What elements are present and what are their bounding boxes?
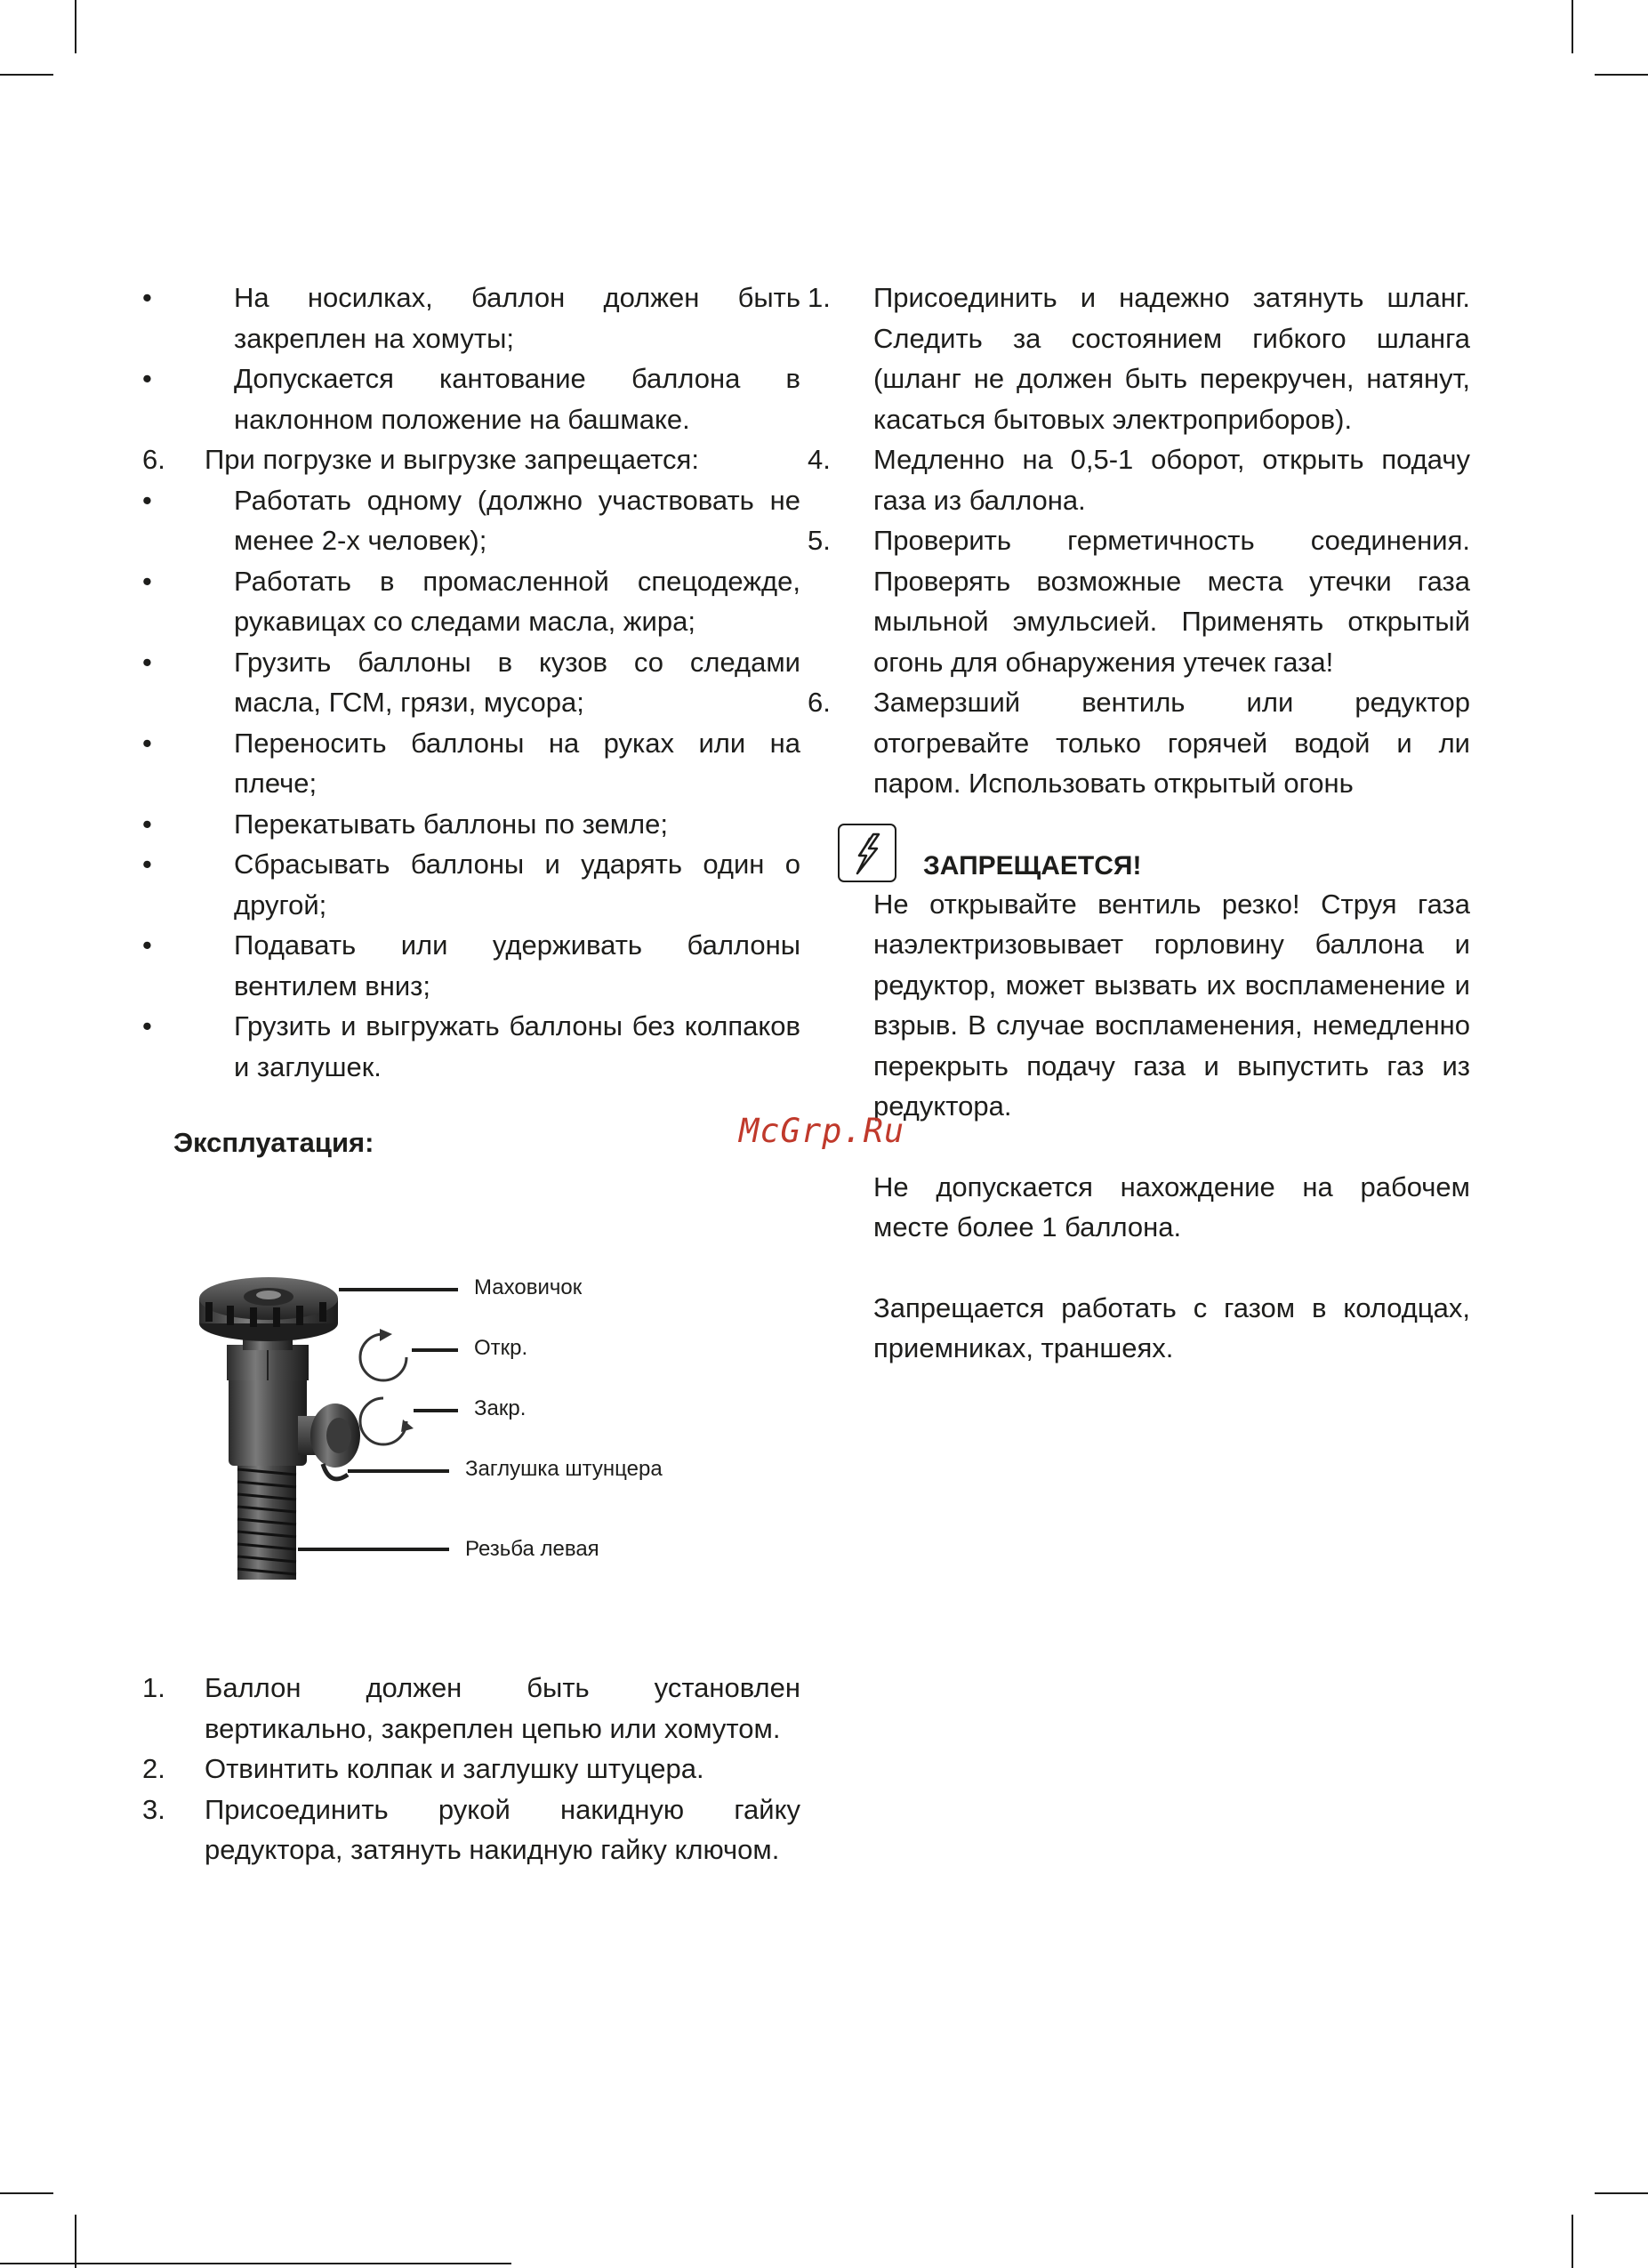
outlet-plug-shape [298, 1403, 360, 1479]
label-fitting-plug: Заглушка штунцера [465, 1457, 663, 1481]
bullet-icon: • [142, 646, 152, 678]
para-limit: Не допускается нахождение на рабочем месте более 1 баллона. [873, 1170, 1470, 1243]
bullet-icon: • [142, 929, 152, 961]
bullet-icon: • [142, 727, 152, 759]
list-item: • Перекатывать баллоны по земле; [173, 804, 800, 845]
open-arrow-icon [360, 1329, 406, 1380]
list-item: • Допускается кантование баллона в наклонном положение на башмаке. [173, 358, 800, 439]
crop-mark [1572, 2215, 1573, 2268]
para-forbidden: Запрещается работать с газом в колодцах, приемниках, траншеях. [873, 1291, 1470, 1363]
watermark: McGrp.Ru [739, 1112, 905, 1150]
bullet-icon: • [142, 363, 152, 394]
list-item: • Грузить баллоны в кузов со следами масла, ГСМ, грязи, мусора; [173, 642, 800, 723]
list-item: 2. Отвинтить колпак и заглушку штуцера. [142, 1753, 704, 1784]
crop-mark [75, 2215, 76, 2268]
crop-mark [1572, 0, 1573, 53]
bullet-icon: • [142, 808, 152, 840]
label-handwheel: Маховичок [474, 1275, 583, 1299]
handwheel-shape [199, 1277, 338, 1341]
label-open: Откр. [474, 1336, 528, 1360]
label-left-thread: Резьба левая [465, 1537, 599, 1561]
left-steps [142, 1668, 800, 1870]
bullet-icon: • [142, 565, 152, 597]
crop-mark [0, 2192, 53, 2194]
list-item: • Грузить и выгружать баллоны без колпаков и заглушек. [173, 1006, 800, 1087]
list-item: 5. Проверить герметичность соединения. Проверять возможные места утечки газа мыльной эмульсией. Применять открытый огонь для обнаружения утечек газа! [808, 525, 1470, 678]
list-item: 1. Присоединить и надежно затянуть шланг. Следить за состоянием гибкого шланга (шланг не должен быть перекручен, натянут, касаться бытовых электроприборов). [808, 282, 1470, 435]
section-heading-operation: Эксплуатация: [173, 1127, 374, 1158]
bullet-icon: • [142, 848, 152, 880]
list-item: • На носилках, баллон должен быть закреплен на хомуты; [173, 277, 800, 358]
bottom-rule [0, 2263, 511, 2264]
crop-mark [75, 0, 76, 53]
close-arrow-icon [360, 1398, 414, 1444]
list-item: • Работать одному (должно участвовать не менее 2-х человек); [173, 480, 800, 561]
crop-mark [1595, 74, 1648, 76]
crop-mark [0, 74, 53, 76]
warning-text: Не открывайте вентиль резко! Струя газа наэлектризовывает горловину баллона и редуктор, может вызвать их воспламенение и взрыв. В случае воспламенения, немедленно перекрыть подачу газа и выпустить газ из редуктора. [873, 888, 1470, 1122]
list-item: • Подавать или удерживать баллоны вентилем вниз; [173, 925, 800, 1006]
list-item: • Переносить баллоны на руках или на плече; [173, 723, 800, 804]
warning-header [840, 824, 1470, 884]
crop-mark [1595, 2192, 1648, 2194]
left-column [142, 277, 800, 1163]
bullet-icon: • [142, 1010, 152, 1042]
list-item: 1. Баллон должен быть установлен вертикально, закреплен цепью или хомутом. [142, 1672, 800, 1744]
list-item-6: 6. При погрузке и выгрузке запрещается: [142, 444, 699, 475]
list-item: 6. Замерзший вентиль или редуктор отогревайте только горячей водой и ли паром. Использовать открытый огонь [808, 687, 1470, 799]
bullet-icon: • [142, 484, 152, 516]
list-item: • Сбрасывать баллоны и ударять один о другой; [173, 844, 800, 925]
bullet-icon: • [142, 282, 152, 313]
warning-title: ЗАПРЕЩАЕТСЯ! [923, 850, 1142, 881]
list-item: 3. Присоединить рукой накидную гайку редуктора, затянуть накидную гайку ключом. [142, 1793, 800, 1865]
list-item: • Работать в промасленной спецодежде, рукавицах со следами масла, жира; [173, 561, 800, 642]
valve-diagram [173, 1245, 796, 1610]
label-close: Закр. [474, 1396, 527, 1420]
list-item: 4. Медленно на 0,5-1 оборот, открыть подачу газа из баллона. [808, 444, 1470, 516]
lightning-warning-icon [838, 824, 896, 882]
thread-section [237, 1459, 296, 1580]
